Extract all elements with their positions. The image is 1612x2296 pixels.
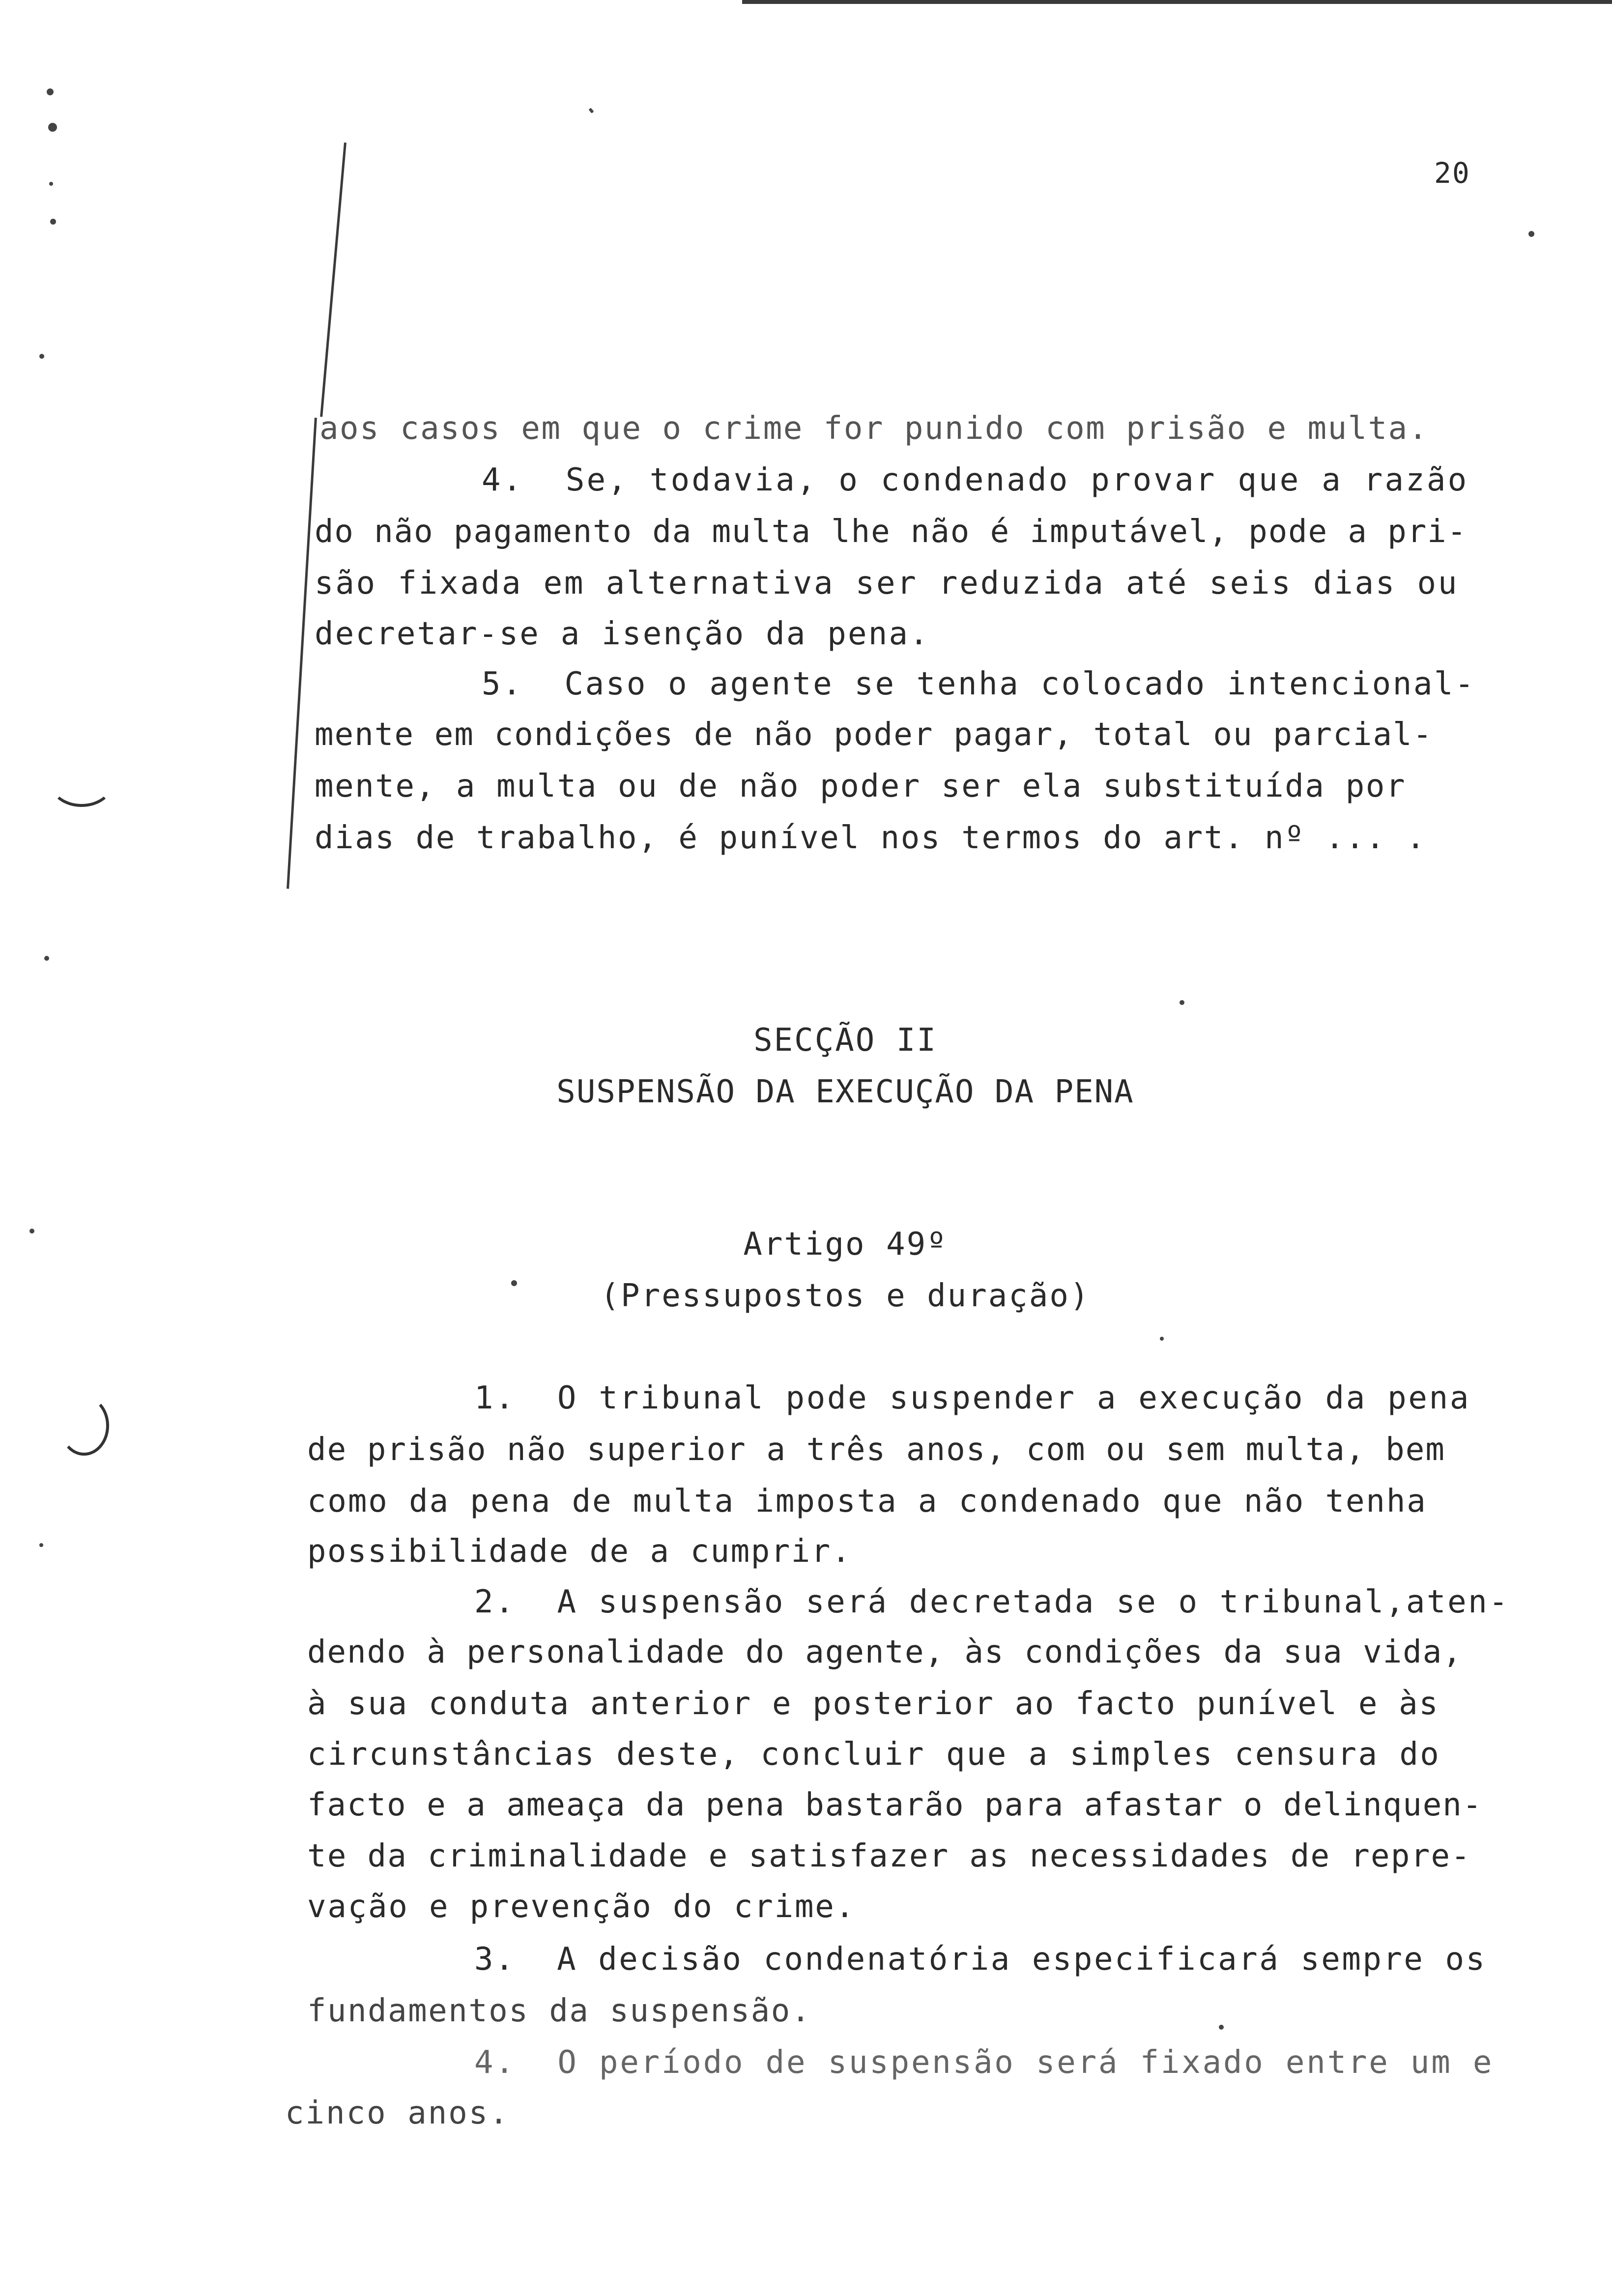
- article-heading: Artigo 49º: [743, 1226, 948, 1263]
- speck: [511, 1280, 517, 1286]
- article-line-13: fundamentos da suspensão.: [307, 1993, 811, 2029]
- margin-line-lower: [287, 418, 317, 889]
- article-line-4: possibilidade de a cumprir.: [307, 1533, 852, 1570]
- article-line-1: 1. O tribunal pode suspender a execução da pena: [474, 1380, 1471, 1416]
- speck: [1219, 2025, 1224, 2030]
- upper-line-2: 4. Se, todavia, o condenado provar que a razão: [482, 462, 1469, 498]
- article-line-14: 4. O período de suspensão será fixado entre um e: [474, 2044, 1494, 2081]
- upper-line-5: decretar-se a isenção da pena.: [315, 616, 930, 652]
- article-line-8: circunstâncias deste, concluir que a simples censura do: [307, 1736, 1441, 1773]
- scan-artifact-arc-upper: [49, 757, 114, 807]
- speck: [1180, 1000, 1184, 1005]
- article-line-5: 2. A suspensão será decretada se o tribunal,aten-: [474, 1584, 1510, 1620]
- article-line-7: à sua conduta anterior e posterior ao facto punível e às: [307, 1686, 1439, 1722]
- article-line-6: dendo à personalidade do agente, às condições da sua vida,: [307, 1634, 1463, 1670]
- upper-line-4: são fixada em alternativa ser reduzida até seis dias ou: [315, 565, 1459, 602]
- article-line-12: 3. A decisão condenatória especificará sempre os: [474, 1941, 1487, 1978]
- article-line-10: te da criminalidade e satisfazer as necessidades de repre-: [307, 1838, 1471, 1874]
- speck: [48, 123, 57, 132]
- speck: [44, 956, 49, 961]
- scan-artifact-arc-lower: [59, 1396, 109, 1456]
- speck: [50, 219, 56, 225]
- upper-line-3: do não pagamento da multa lhe não é imputável, pode a pri-: [315, 514, 1468, 550]
- speck: [49, 182, 53, 186]
- section-title: SUSPENSÃO DA EXECUÇÃO DA PENA: [556, 1074, 1134, 1110]
- upper-line-7: mente em condições de não poder pagar, total ou parcial-: [315, 717, 1433, 753]
- article-line-2: de prisão não superior a três anos, com ou sem multa, bem: [307, 1432, 1445, 1468]
- speck: [39, 1543, 43, 1547]
- speck: [1160, 1337, 1164, 1341]
- margin-line-upper: [320, 143, 346, 417]
- speck: [39, 354, 44, 359]
- top-edge-rule: [742, 0, 1612, 4]
- speck: [588, 108, 594, 114]
- upper-line-9: dias de trabalho, é punível nos termos do art. nº ... .: [315, 820, 1427, 856]
- page-number: 20: [1434, 156, 1470, 190]
- speck: [1528, 231, 1534, 237]
- speck: [47, 88, 54, 95]
- article-line-9: facto e a ameaça da pena bastarão para afastar o delinquen-: [307, 1787, 1483, 1823]
- speck: [29, 1229, 34, 1234]
- article-line-3: como da pena de multa imposta a condenado que não tenha: [307, 1483, 1427, 1520]
- upper-line-1: aos casos em que o crime for punido com prisão e multa.: [319, 410, 1429, 447]
- article-line-15: cinco anos.: [285, 2095, 510, 2131]
- article-line-11: vação e prevenção do crime.: [307, 1889, 856, 1925]
- article-subtitle: (Pressupostos e duração): [600, 1278, 1091, 1314]
- section-heading: SECÇÃO II: [753, 1022, 937, 1059]
- upper-line-8: mente, a multa ou de não poder ser ela substituída por: [315, 768, 1407, 804]
- upper-line-6: 5. Caso o agente se tenha colocado intencional-: [482, 666, 1476, 702]
